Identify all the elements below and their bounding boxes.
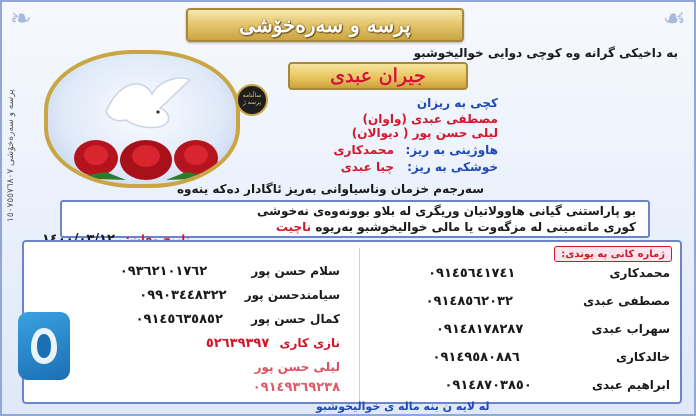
contact-row bbox=[255, 360, 340, 374]
contact-name: لیلی حسن پور bbox=[254, 360, 340, 374]
corner-flourish-top-right: ☙ bbox=[662, 4, 686, 34]
contact-number: ٠٩١٤٥٦٤١٧٤١ bbox=[428, 266, 516, 281]
contact-number: ٥٢٦٣٩٣٩٧ bbox=[205, 336, 270, 351]
deceased-name: جیران عبدی bbox=[330, 65, 426, 87]
memorial-photo-frame bbox=[44, 50, 240, 188]
contact-number: ٠٩٣٦٢١٠١٧٦٢ bbox=[119, 264, 208, 279]
contact-row bbox=[428, 266, 670, 281]
relation-spouse-name: محمدکاری bbox=[333, 143, 394, 157]
contact-name: سیامندحسن پور bbox=[244, 288, 340, 302]
contact-number: ٠٩١٤٨٧٠٣٨٥٠ bbox=[444, 378, 532, 393]
contact-row bbox=[445, 378, 671, 393]
organization-logo-text: ساڵنامه‌ پرسه‌ ژ bbox=[242, 92, 262, 106]
intro-line: به‌ داخیکی گرانه‌ وه‌ کوچی دوایی خوالیخوشبو bbox=[413, 46, 678, 60]
announcement-highlight: ناچیت bbox=[275, 220, 312, 234]
contact-name: محمدکاری bbox=[609, 266, 670, 280]
contact-row bbox=[206, 336, 340, 351]
page-title: پرسه و سه‌ره‌خۆشی bbox=[239, 13, 411, 37]
contact-number: ٠٩٩٠٣٤٤٨٣٢٢ bbox=[139, 288, 227, 303]
contact-row bbox=[139, 288, 340, 303]
announcement-line-2 bbox=[276, 220, 636, 234]
contact-row bbox=[436, 322, 670, 337]
contact-name: ابراهیم عبدی bbox=[591, 378, 670, 392]
contact-number: ٠٩١٤٨٥٦٢٠٣٢ bbox=[425, 294, 513, 309]
contact-number: ٠٩١٤٩٣٦٩٢٣٨ bbox=[252, 380, 340, 395]
condolence-line: سه‌رجه‌م خزمان وناسیاوانی به‌ریز ئاگادار ده‌که‌ ینه‌وه‌ bbox=[176, 182, 484, 196]
contact-number: ٠٩١٤٩٥٨٠٨٨٦ bbox=[432, 350, 520, 365]
deceased-name-plate bbox=[288, 62, 468, 90]
relation-sister-name: چیا عبدی bbox=[340, 160, 394, 174]
contact-name: سهراب عبدی bbox=[591, 322, 670, 336]
announcement-line-1: بو پاراستنی گیانی هاوولاتیان وریگری له‌ بلاو بوونه‌وه‌ی نه‌خوشی bbox=[257, 204, 636, 218]
contact-number: ٠٩١٤٥٦٣٥٨٥٢ bbox=[135, 312, 223, 327]
header-banner bbox=[186, 8, 464, 42]
relation-sister-label: خوشکی به‌ ریز: bbox=[407, 160, 498, 174]
contacts-tag: ژماره‌ کانی په‌ یوندی: bbox=[554, 246, 672, 262]
relation-daughter-of-label: کچی به‌ ریزان bbox=[416, 96, 498, 110]
contact-row bbox=[120, 264, 340, 279]
figure-silhouette-icon bbox=[27, 326, 61, 366]
contacts-panel bbox=[22, 240, 682, 404]
organization-logo bbox=[236, 84, 268, 116]
contact-name: نازی کاری bbox=[279, 336, 340, 350]
relation-spouse-label: هاوژینی به‌ ریز: bbox=[405, 143, 498, 157]
app-logo-icon bbox=[18, 312, 70, 380]
contacts-divider bbox=[359, 248, 360, 402]
contact-name: مصطفی عبدی bbox=[583, 294, 670, 308]
announcement-line-2-text: کوری ماته‌مینی له‌ مزگه‌وت یا مالی خوالیخوشبو به‌ریوه‌ bbox=[311, 220, 636, 234]
contact-row bbox=[433, 350, 670, 365]
contact-row bbox=[253, 380, 340, 395]
side-vertical-text: پرسه‌ و سه‌ره‌خۆشی ١٥٠٧٥٥٧٦٨٠٧ bbox=[6, 89, 16, 222]
footer-signature: له‌ لایه‌ ن بنه‌ ماله‌ ی خوالیخوشبو bbox=[316, 400, 490, 413]
contact-name: خالدکاری bbox=[616, 350, 670, 364]
contact-number: ٠٩١٤٨١٧٨٢٨٧ bbox=[435, 322, 524, 337]
contact-row bbox=[426, 294, 670, 309]
relation-mother: لیلی حسن پور ( دیوالان) bbox=[351, 126, 498, 140]
corner-flourish-top-left: ❧ bbox=[10, 4, 32, 34]
contact-name: کمال حسن پور bbox=[251, 312, 340, 326]
contact-name: سلام حسن پور bbox=[251, 264, 340, 278]
relation-father: مصطفی عبدی (واوان) bbox=[362, 112, 498, 126]
roses-icon bbox=[66, 128, 226, 182]
contact-row bbox=[136, 312, 340, 327]
